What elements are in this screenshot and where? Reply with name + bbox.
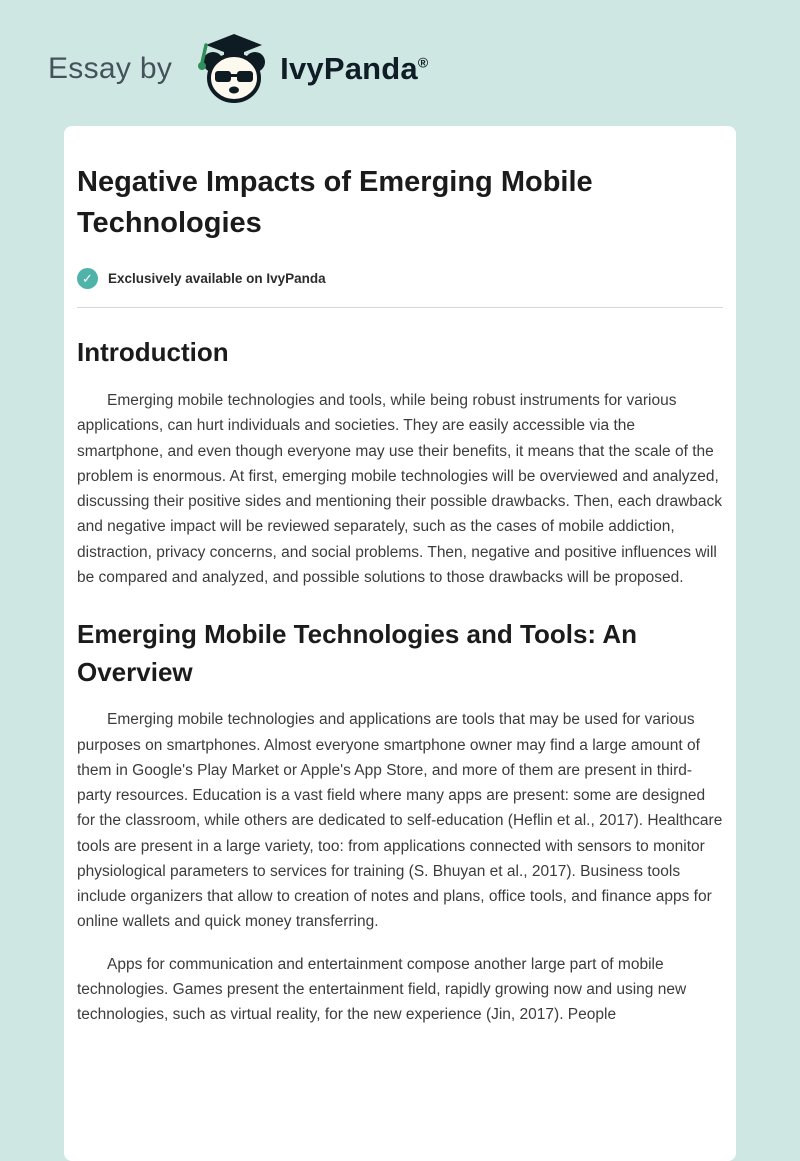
check-glyph: ✓: [82, 271, 93, 287]
essay-by-label: Essay by: [48, 52, 173, 85]
divider: [77, 307, 723, 308]
paragraph: Emerging mobile technologies and applications are tools that may be used for various purposes on smartphones. Almost everyone smartphone owner may find a large amount of them in Google's Play Market or Apple's App Store, and more of them are present in third-party resources. Education is a vast field where many apps are present: some are designed for the classroom, while others are dedicated to self-education (Heflin et al., 2017). Healthcare tools are present in a large variety, too: from applications connected with sensors to monitor physiological parameters to services for training (S. Bhuyan et al., 2017). Business tools include organizers that allow to creation of notes and plans, office tools, and finance apps for online wallets and quick money transferring.: [77, 711, 723, 931]
essay-title: Negative Impacts of Emerging Mobile Technologies: [77, 166, 593, 240]
essay-card: [64, 126, 736, 1161]
brand-name: [280, 51, 428, 87]
registered-mark: ®: [417, 54, 429, 71]
check-icon: [77, 268, 98, 289]
section-introduction: [77, 334, 723, 590]
section-heading: Introduction: [77, 337, 229, 368]
section-overview: [77, 616, 723, 1027]
brand-text: IvyPanda: [280, 51, 418, 86]
availability-label: Exclusively available on IvyPanda: [108, 271, 326, 287]
paragraph: Apps for communication and entertainment compose another large part of mobile technologies. Games present the entertainment field, rapidly growing now and using new technologies, such as virtual reality, for the new experience (Jin, 2017). People: [77, 955, 687, 1024]
panda-graduation-cap-logo-icon: [194, 32, 270, 106]
paragraph: Emerging mobile technologies and tools, while being robust instruments for various applications, can hurt individuals and societies. They are easily accessible via the smartphone, and even though everyone may use their benefits, it means that the scale of the problem is enormous. At first, emerging mobile technologies will be overviewed and analyzed, discussing their positive sides and mentioning their possible drawbacks. Then, each drawback and negative impact will be reviewed separately, such as the cases of mobile addiction, distraction, privacy concerns, and social problems. Then, negative and positive influences will be compared and analyzed, and possible solutions to those drawbacks will be proposed.: [77, 392, 723, 586]
site-header: [0, 0, 800, 126]
section-heading: Emerging Mobile Technologies and Tools: An Overview: [77, 619, 637, 687]
availability-badge: [77, 268, 723, 289]
